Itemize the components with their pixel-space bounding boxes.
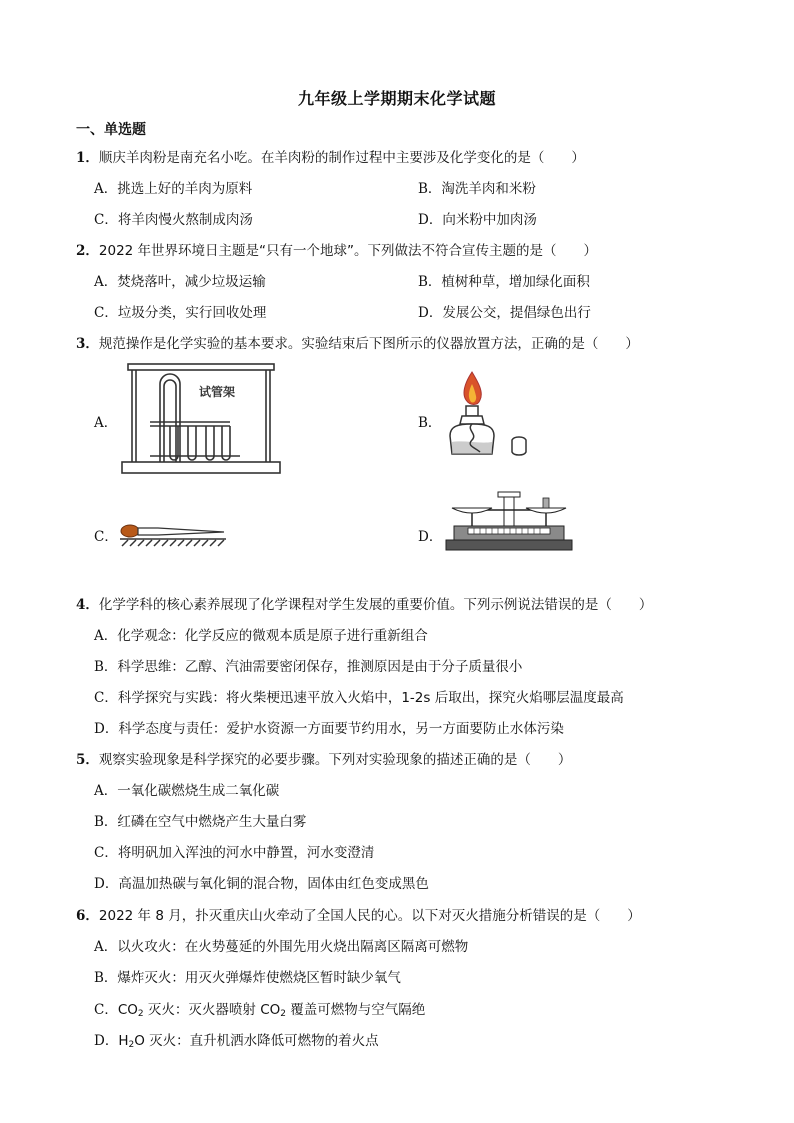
question-2 [76,239,597,259]
section-heading: 一、单选题 [76,122,146,138]
option-2c: C．垃圾分类，实行回收处理 [94,305,267,321]
option-5c: C．将明矾加入浑浊的河水中静置，河水变澄清 [94,845,375,861]
question-3 [76,332,639,352]
question-stem: 化学学科的核心素养展现了化学课程对学生发展的重要价值。下列示例说法错误的是（ ） [98,597,653,613]
question-stem: 2022 年世界环境日主题是“只有一个地球”。下列做法不符合宣传主题的是（ ） [98,243,598,259]
question-number: 6． [76,908,99,924]
option-3a-label: A． [94,415,118,431]
question-number: 2． [76,243,99,259]
question-stem: 顺庆羊肉粉是南充名小吃。在羊肉粉的制作过程中主要涉及化学变化的是（ ） [98,150,585,166]
option-2d: D．发展公交，提倡绿色出行 [418,305,591,321]
balance-scale-icon [444,490,574,552]
option-3c-label: C． [94,529,118,545]
option-4a: A．化学观念：化学反应的微观本质是原子进行重新组合 [94,628,428,644]
option-4d: D．科学态度与责任：爱护水资源一方面要节约用水，另一方面要防止水体污染 [94,721,564,737]
option-6a: A．以火攻火：在火势蔓延的外围先用火烧出隔离区隔离可燃物 [94,939,469,955]
option-2a: A．焚烧落叶，减少垃圾运输 [94,274,266,290]
dropper-on-table-icon [118,520,228,548]
test-tube-rack-icon [120,360,282,476]
option-5b: B．红磷在空气中燃烧产生大量白雾 [94,814,307,830]
option-1c: C．将羊肉慢火熬制成肉汤 [94,212,253,228]
question-1 [76,146,585,166]
option-3d-label: D． [418,529,443,545]
option-3b-label: B． [418,415,442,431]
option-6d: D．$H_2O$ 灭火：直升机洒水降低可燃物的着火点 [94,1033,379,1050]
question-number: 3． [76,336,99,352]
question-stem: 观察实验现象是科学探究的必要步骤。下列对实验现象的描述正确的是（ ） [98,752,572,768]
option-4c: C．科学探究与实践：将火柴梗迅速平放入火焰中，1-2s 后取出，探究火焰哪层温度最高 [94,690,624,706]
option-5d: D．高温加热碳与氧化铜的混合物，固体由红色变成黑色 [94,876,429,892]
question-5 [76,748,571,768]
question-number: 4． [76,597,99,613]
option-1d: D．向米粉中加肉汤 [418,212,537,228]
question-6 [76,904,641,924]
question-stem: 规范操作是化学实验的基本要求。实验结束后下图所示的仪器放置方法，正确的是（ ） [98,336,639,352]
option-5a: A．一氧化碳燃烧生成二氧化碳 [94,783,280,799]
question-number: 5． [76,752,99,768]
option-1b: B．淘洗羊肉和米粉 [418,181,536,197]
test-tube-rack-caption: 试管架 [199,385,236,399]
page-title: 九年级上学期期末化学试题 [297,89,496,108]
option-6b: B．爆炸灭火：用灭火弹爆炸使燃烧区暂时缺少氧气 [94,970,401,986]
question-number: 1． [76,150,99,166]
option-4b: B．科学思维：乙醇、汽油需要密闭保存，推测原因是由于分子质量很小 [94,659,523,675]
option-2b: B．植树种草，增加绿化面积 [418,274,590,290]
option-6c: C．$CO_2$ 灭火：灭火器喷射 $CO_2$ 覆盖可燃物与空气隔绝 [94,1002,426,1019]
question-4 [76,593,652,613]
question-stem: 2022 年 8 月，扑灭重庆山火牵动了全国人民的心。以下对灭火措施分析错误的是（ ） [98,908,641,924]
option-1a: A．挑选上好的羊肉为原料 [94,181,253,197]
alcohol-lamp-icon [444,368,534,464]
